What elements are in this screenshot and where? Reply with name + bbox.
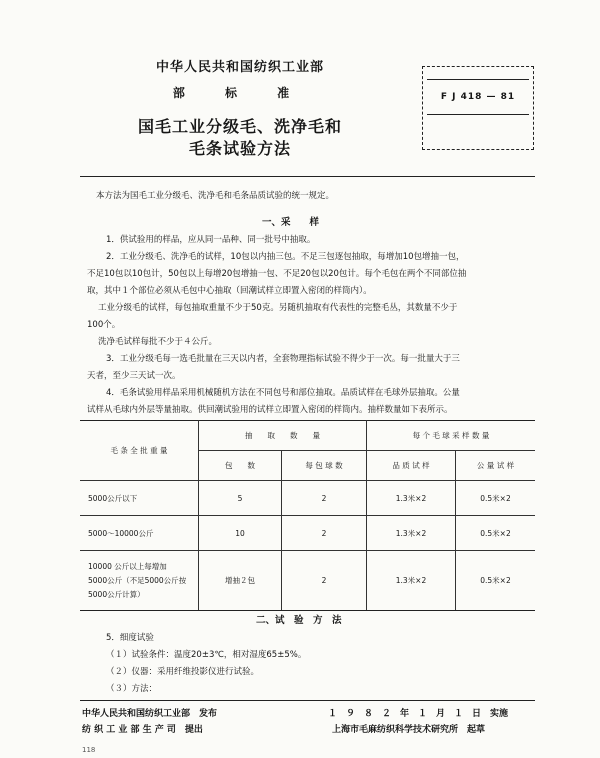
cell-public: 0.5米×2 [456, 551, 536, 611]
sampling-table [80, 420, 535, 611]
footer-divider [80, 700, 535, 701]
cell-bags: 增抽２包 [199, 551, 282, 611]
table-subheader-balls: 每 包 球 数 [282, 451, 367, 481]
paragraph: 不足10包以10包计，50包以上每增20包增抽一包、不足20包以20包计。每个毛包在两个不同部位抽 [87, 269, 467, 279]
issuing-organization: 中华人民共和国纺织工业部 [155, 60, 324, 75]
footer-drafter: 上海市毛麻纺织科学技术研究所 起草 [332, 725, 486, 735]
table-row [80, 551, 535, 611]
paragraph: 4．毛条试验用样品采用机械随机方法在不同包号和部位抽取。品质试样在毛球外层抽取。公量 [106, 388, 460, 398]
table-row [80, 481, 535, 516]
header-divider [80, 176, 535, 177]
table-subheader-quality: 品 质 试 样 [367, 451, 456, 481]
cell-batch-line: 5000公斤计算） [88, 589, 145, 599]
paragraph: 2．工业分级毛、洗净毛的试样，10包以内抽三包。不足三包逐包抽取，每增加10包增抽一包， [106, 252, 465, 262]
cell-public: 0.5米×2 [456, 481, 536, 516]
cell-bags: 5 [199, 481, 282, 516]
sub-item-1: （１）试验条件：温度20±3℃，相对湿度65±5%。 [106, 650, 307, 660]
footer-proposer: 纺 织 工 业 部 生 产 司 提出 [82, 725, 203, 735]
document-title-line-2: 毛条试验方法 [188, 139, 291, 158]
intro-text: 本方法为国毛工业分级毛、洗净毛和毛条品质试验的统一规定。 [96, 191, 335, 201]
paragraph: 100个。 [87, 320, 121, 330]
paragraph: 取，其中１个部位必须从毛包中心抽取（回潮试样立即置入密闭的样筒内）。 [87, 286, 372, 296]
cell-batch: 5000公斤以下 [80, 481, 199, 516]
table-header-draw: 抽 取 数 量 [199, 421, 367, 451]
standard-code-box [422, 66, 534, 150]
table-subheader-bags: 包 数 [199, 451, 282, 481]
paragraph: 洗净毛试样每批不少于４公斤。 [98, 337, 218, 347]
table-row [80, 516, 535, 551]
section-1-heading: 一、采 样 [262, 217, 320, 228]
footer-effective-date: １ ９ ８ ２ 年 １ 月 １ 日 实施 [328, 709, 509, 719]
cell-batch-line: 5000公斤（不足5000公斤按 [88, 575, 187, 585]
cell-public: 0.5米×2 [456, 516, 536, 551]
paragraph: 试样从毛球内外层等量抽取。供回潮试验用的试样立即置入密闭的样筒内。抽样数量如下表所示。 [87, 405, 453, 415]
cell-quality: 1.3米×2 [367, 481, 456, 516]
page-number: 118 [82, 746, 96, 754]
cell-quality: 1.3米×2 [367, 551, 456, 611]
paragraph: 天者，至少三天试一次。 [87, 371, 181, 381]
cell-balls: 2 [282, 516, 367, 551]
paragraph: 3．工业分级毛每一选毛批量在三天以内者，全套物理指标试验不得少于一次。每一批量大于三 [106, 354, 460, 364]
item-5-heading: 5．细度试验 [106, 633, 154, 643]
table-header-per-ball: 每 个 毛 球 采 样 数 量 [367, 421, 536, 451]
section-2-heading: 二、试 验 方 法 [256, 615, 342, 626]
cell-balls: 2 [282, 551, 367, 611]
cell-batch-line: 10000 公斤以上每增加 [88, 561, 167, 571]
cell-balls: 2 [282, 481, 367, 516]
table-subheader-public: 公 量 试 样 [456, 451, 536, 481]
standard-type: 部 标 准 [172, 86, 308, 100]
table-header-batch: 毛 条 全 批 重 量 [80, 421, 199, 481]
cell-batch: 5000～10000公斤 [80, 516, 199, 551]
sub-item-2: （２）仪器：采用纤维投影仪进行试验。 [106, 667, 260, 677]
cell-batch [80, 551, 199, 611]
standard-code: F J 418 — 81 [427, 79, 529, 115]
document-title-line-1: 国毛工业分级毛、洗净毛和 [137, 117, 342, 136]
paragraph: 工业分级毛的试样，每包抽取重量不少于50克。另随机抽取有代表性的完整毛丛，其数量不少于 [98, 303, 458, 313]
cell-bags: 10 [199, 516, 282, 551]
sub-item-3: （３）方法： [106, 684, 158, 694]
cell-quality: 1.3米×2 [367, 516, 456, 551]
footer-publisher: 中华人民共和国纺织工业部 发布 [82, 709, 218, 719]
paragraph: 1．供试验用的样品，应从同一品种、同一批号中抽取。 [106, 235, 316, 245]
